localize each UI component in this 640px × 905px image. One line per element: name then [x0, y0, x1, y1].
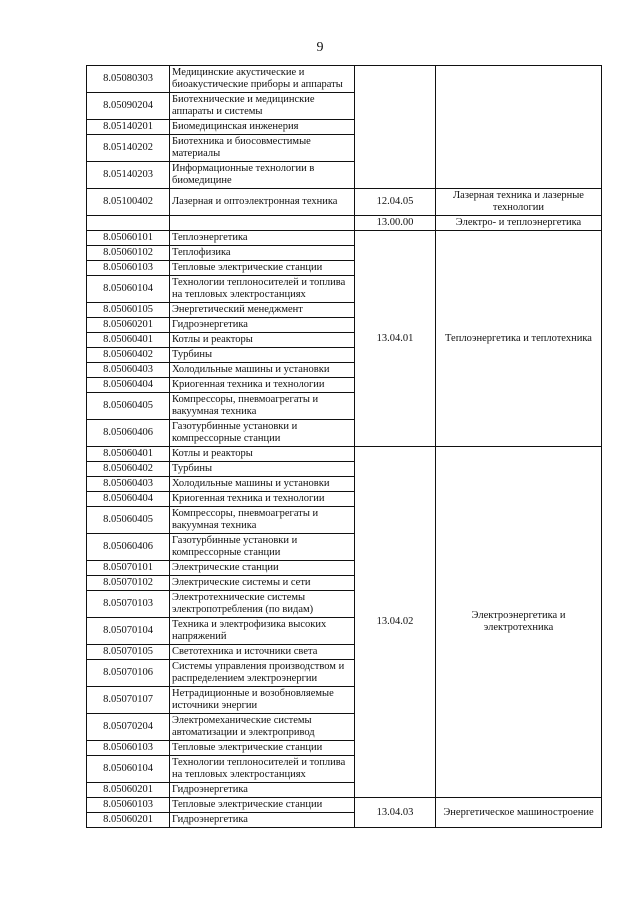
old-name-cell: Электрические системы и сети	[170, 576, 355, 591]
section-row	[87, 216, 602, 231]
new-code-cell: 13.04.02	[355, 447, 436, 798]
old-code-cell: 8.05060104	[87, 276, 170, 303]
old-name-cell: Биотехника и биосовместимые материалы	[170, 135, 355, 162]
old-name-cell: Теплофизика	[170, 246, 355, 261]
old-name-cell: Тепловые электрические станции	[170, 798, 355, 813]
new-name-cell	[436, 66, 602, 189]
old-name-cell: Газотурбинные установки и компрессорные станции	[170, 534, 355, 561]
page-number: 9	[316, 40, 324, 55]
new-name-cell: Электроэнергетика и электротехника	[436, 447, 602, 798]
new-name-cell: Теплоэнергетика и теплотехника	[436, 231, 602, 447]
old-name-cell: Медицинские акустические и биоакустические приборы и аппараты	[170, 66, 355, 93]
old-name-cell: Теплоэнергетика	[170, 231, 355, 246]
old-name-cell: Технологии теплоносителей и топлива на тепловых электростанциях	[170, 756, 355, 783]
old-name-cell: Котлы и реакторы	[170, 333, 355, 348]
empty-cell	[170, 216, 355, 231]
old-code-cell: 8.05060404	[87, 378, 170, 393]
old-name-cell: Холодильные машины и установки	[170, 363, 355, 378]
old-code-cell: 8.05140202	[87, 135, 170, 162]
old-name-cell: Компрессоры, пневмоагрегаты и вакуумная техника	[170, 507, 355, 534]
new-code-cell	[355, 66, 436, 189]
old-name-cell: Гидроэнергетика	[170, 783, 355, 798]
old-code-cell: 8.05060201	[87, 813, 170, 828]
old-name-cell: Нетрадиционные и возобновляемые источники энергии	[170, 687, 355, 714]
old-name-cell: Криогенная техника и технологии	[170, 492, 355, 507]
old-code-cell: 8.05070102	[87, 576, 170, 591]
table-row	[87, 66, 602, 93]
old-code-cell: 8.05060201	[87, 783, 170, 798]
old-code-cell: 8.05060403	[87, 363, 170, 378]
old-code-cell: 8.05070104	[87, 618, 170, 645]
table-row	[87, 189, 602, 216]
old-code-cell: 8.05060405	[87, 507, 170, 534]
correspondence-table	[86, 65, 602, 828]
old-name-cell: Газотурбинные установки и компрессорные станции	[170, 420, 355, 447]
old-code-cell: 8.05140201	[87, 120, 170, 135]
old-name-cell: Электротехнические системы электропотребления (по видам)	[170, 591, 355, 618]
empty-cell	[87, 216, 170, 231]
old-code-cell: 8.05060403	[87, 477, 170, 492]
old-code-cell: 8.05060103	[87, 741, 170, 756]
new-name-cell: Энергетическое машиностроение	[436, 798, 602, 828]
old-name-cell: Системы управления производством и распределением электроэнергии	[170, 660, 355, 687]
old-code-cell: 8.05060401	[87, 333, 170, 348]
old-code-cell: 8.05060102	[87, 246, 170, 261]
section-name: Электро- и теплоэнергетика	[436, 216, 602, 231]
old-name-cell: Электрические станции	[170, 561, 355, 576]
old-name-cell: Котлы и реакторы	[170, 447, 355, 462]
old-name-cell: Техника и электрофизика высоких напряжений	[170, 618, 355, 645]
old-code-cell: 8.05140203	[87, 162, 170, 189]
old-code-cell: 8.05060406	[87, 420, 170, 447]
old-name-cell: Технологии теплоносителей и топлива на тепловых электростанциях	[170, 276, 355, 303]
new-name-cell: Лазерная техника и лазерные технологии	[436, 189, 602, 216]
old-code-cell: 8.05060103	[87, 798, 170, 813]
old-code-cell: 8.05060406	[87, 534, 170, 561]
table-row	[87, 798, 602, 813]
old-name-cell: Светотехника и источники света	[170, 645, 355, 660]
old-code-cell: 8.05060402	[87, 462, 170, 477]
old-name-cell: Холодильные машины и установки	[170, 477, 355, 492]
old-code-cell: 8.05070107	[87, 687, 170, 714]
old-code-cell: 8.05060401	[87, 447, 170, 462]
old-code-cell: 8.05070204	[87, 714, 170, 741]
old-code-cell: 8.05070105	[87, 645, 170, 660]
old-name-cell: Тепловые электрические станции	[170, 261, 355, 276]
old-name-cell: Криогенная техника и технологии	[170, 378, 355, 393]
table-row	[87, 447, 602, 462]
old-name-cell: Гидроэнергетика	[170, 318, 355, 333]
old-code-cell: 8.05060105	[87, 303, 170, 318]
old-code-cell: 8.05070101	[87, 561, 170, 576]
old-name-cell: Биомедицинская инженерия	[170, 120, 355, 135]
old-code-cell: 8.05060404	[87, 492, 170, 507]
old-code-cell: 8.05060405	[87, 393, 170, 420]
old-name-cell: Турбины	[170, 462, 355, 477]
new-code-cell: 13.04.01	[355, 231, 436, 447]
old-name-cell: Энергетический менеджмент	[170, 303, 355, 318]
old-code-cell: 8.05060402	[87, 348, 170, 363]
old-code-cell: 8.05060103	[87, 261, 170, 276]
old-name-cell: Гидроэнергетика	[170, 813, 355, 828]
new-code-cell: 13.04.03	[355, 798, 436, 828]
old-name-cell: Информационные технологии в биомедицине	[170, 162, 355, 189]
old-name-cell: Лазерная и оптоэлектронная техника	[170, 189, 355, 216]
old-name-cell: Компрессоры, пневмоагрегаты и вакуумная техника	[170, 393, 355, 420]
old-code-cell: 8.05060104	[87, 756, 170, 783]
old-code-cell: 8.05070106	[87, 660, 170, 687]
old-code-cell: 8.05080303	[87, 66, 170, 93]
section-code: 13.00.00	[355, 216, 436, 231]
old-code-cell: 8.05090204	[87, 93, 170, 120]
old-code-cell: 8.05100402	[87, 189, 170, 216]
old-name-cell: Турбины	[170, 348, 355, 363]
old-code-cell: 8.05060101	[87, 231, 170, 246]
old-name-cell: Тепловые электрические станции	[170, 741, 355, 756]
table-row	[87, 231, 602, 246]
new-code-cell: 12.04.05	[355, 189, 436, 216]
old-code-cell: 8.05070103	[87, 591, 170, 618]
old-code-cell: 8.05060201	[87, 318, 170, 333]
old-name-cell: Биотехнические и медицинские аппараты и системы	[170, 93, 355, 120]
old-name-cell: Электромеханические системы автоматизации и электропривод	[170, 714, 355, 741]
